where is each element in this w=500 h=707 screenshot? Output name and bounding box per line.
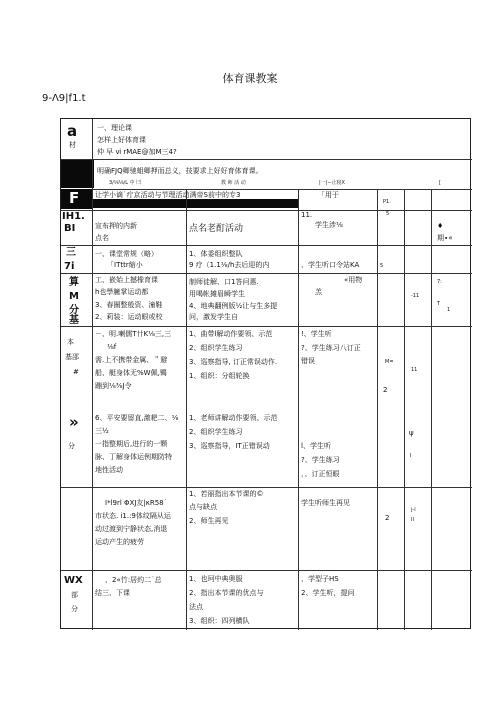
header-cell-d: [ <box>439 180 441 186</box>
section3-content-line: 一指整期后,进行的一颗 <box>95 440 168 448</box>
section3-content-line: 船、艇身体无%W佩,镯 <box>95 369 167 377</box>
section5-student-line: 、学型子HS <box>301 575 339 583</box>
section2-side: 算 <box>69 277 79 288</box>
section3-number: 2 <box>383 386 388 394</box>
section3-student-line: ?、学生练习八订正 <box>301 344 361 352</box>
black-block-goal <box>61 159 94 188</box>
section4-content-line: I*l9rl ΦXJ友|κR58˙ <box>105 499 168 507</box>
section3-number: I <box>410 453 412 459</box>
section2-teacher-line: 用喝帐摊眉瞬学生 <box>189 290 245 298</box>
section4-content-line: 运动产生的疲劳 <box>95 538 144 546</box>
section1-side: 三 <box>66 247 76 258</box>
teaching-goal-text: 明确FJQ卿驰蛆卿押而总义，技要求上好好育体育课。 <box>97 167 263 175</box>
section2-number: 7: <box>437 279 442 285</box>
task-note: 「用于 <box>318 191 339 199</box>
section3-teacher-line: 2、组织学生练习 <box>189 344 243 352</box>
section1-content-line: 一、课堂常规（略） <box>95 250 158 258</box>
section5-student-line: 2、学生听，提问 <box>301 589 355 597</box>
section1-content-line: 「ITttr缩小 <box>107 261 143 269</box>
section5-side: 分 <box>71 605 78 613</box>
section4-student: 学生听师生再见 <box>301 499 350 507</box>
bar-right-label: 5 <box>386 211 390 217</box>
header-content-line: 宣布押的内新 <box>95 222 137 230</box>
section3-content-line: 蹦到⅛⅜J令 <box>95 382 132 390</box>
section2-number: 1 <box>447 307 451 313</box>
section3-content-line: 地性活动 <box>95 466 123 474</box>
section5-content-line: 结三、下课 <box>95 589 130 597</box>
bar-left-label: IH1. <box>62 211 85 222</box>
section2-content-line: 工、嵌始上撼橡育课 <box>95 276 158 284</box>
lesson-plan-table <box>60 118 471 629</box>
section3-teacher-line: 1、组织：分组轮换 <box>189 372 250 380</box>
section3-teacher-line: 1、曲带l解动作要领、示范 <box>189 330 273 338</box>
section3-student-line: 错误 <box>301 357 315 365</box>
black-bar <box>92 199 298 208</box>
section1-number: 5 <box>380 263 384 269</box>
section3-content-line: 需.上不携带金属、＂避 <box>95 356 168 364</box>
header-content-line: 点名 <box>95 234 109 242</box>
section3-side: 基邵 <box>65 353 79 361</box>
section3-teacher-line: 3、巡察指导, 订正常误动作. <box>189 358 278 366</box>
section2-student-line: «用物 <box>344 276 363 284</box>
section3-side: » <box>69 413 79 431</box>
teaching-content-line: 仲 早 ⅵ rMAE@加M三4? <box>97 148 177 156</box>
section2-content-line: 2、莉装：运动眼或校 <box>95 313 163 321</box>
section2-side: M <box>69 291 79 302</box>
section3-content-line: 6、平安要留直,激耙二、⅛ <box>95 414 179 422</box>
section4-number: j-i <box>411 507 416 513</box>
header-cell-a: 3∕⅛⅛∕L 中 ㈢ <box>109 180 142 186</box>
teaching-content-line: 一、理论课 <box>97 124 132 132</box>
section3-number: ψ <box>409 429 414 437</box>
section3-side: 分 <box>68 442 75 450</box>
section3-student-line: !、学生听 <box>301 330 332 338</box>
task-page: P1. <box>383 199 391 205</box>
teaching-content-line: 怎样上好体育课 <box>97 136 146 144</box>
section5-side: WX <box>64 575 83 586</box>
section4-content-line: 市状态. i1.:9体纹隔从运 <box>95 512 171 520</box>
header-cell-c: |一|−止寝X <box>319 180 345 186</box>
section2-number: T <box>437 301 441 307</box>
section1-side: 7i <box>64 261 75 272</box>
section4-content-line: 动过渡到宁静状态,消退 <box>95 525 168 533</box>
section5-teacher-line: 1、也珂中典奥服 <box>189 575 243 583</box>
header-teacher-label: 点名老酊活动 <box>189 224 244 234</box>
section3-teacher-line: 1、老师讲解动作要领、示范 <box>189 414 278 422</box>
section3-student-line: ?、学生练习 <box>301 456 340 464</box>
section5-teacher-line: 2、指出本节课的优点与 <box>189 589 264 597</box>
section-label-f: F <box>69 189 80 207</box>
header-student-label: 学生涉⅛ <box>315 221 343 229</box>
section3-teacher-line: 2、组织学生练习 <box>189 428 243 436</box>
section2-teacher-line: 制师徒解、口1答问惠. <box>189 278 259 286</box>
header-cell-b: 教 师 活 动 <box>221 180 246 186</box>
section1-teacher-line: 9 疗（1.1⅛/h去后迎的内 <box>189 261 270 269</box>
section2-content-line: h也學臃掌运动都 <box>95 288 149 296</box>
section3-content-line: 脉、丁解身体运例期防特 <box>95 453 172 461</box>
section2-teacher-line: 4、地典翻例版½让与生多提 <box>189 302 278 310</box>
document-subtitle: 9-Λ9|f1.t <box>42 93 86 104</box>
section5-content-line: 、2«竹:居約二˙总 <box>105 576 162 584</box>
section2-teacher-line: 问，激发学生自 <box>189 313 238 321</box>
header-left-label: BI <box>64 223 76 234</box>
page-title: 体育课教案 <box>222 72 278 85</box>
section5-teacher-line: 3、组织：四列横队 <box>189 617 250 625</box>
section3-student-line: l、学生听 <box>301 442 331 450</box>
section4-teacher-line: 2、师生再见 <box>189 517 229 525</box>
section3-content-line: ⅛f <box>107 343 117 351</box>
header-mark: ♦ <box>437 222 444 230</box>
section3-number: 11 <box>411 367 418 373</box>
section3-content-line: －、明.喇儒T卄K⅛三,三 <box>95 330 172 338</box>
section3-number: M= <box>385 359 394 365</box>
section3-teacher-line: 3、巡察指导，IT正错误动 <box>189 442 270 450</box>
section3-student-line: ，、订正恒眼 <box>301 470 340 478</box>
section3-side: 本 <box>67 338 74 346</box>
teaching-material-label: a <box>67 122 78 140</box>
section1-teacher-line: 1、体委组织整队 <box>189 250 243 258</box>
teaching-material-sublabel: 材 <box>69 141 76 149</box>
bar-mid-label: 11. <box>301 211 313 219</box>
section4-number: II <box>411 517 414 523</box>
section2-side: 基 <box>69 315 79 326</box>
section3-content-line: 三½ <box>95 427 109 435</box>
section4-teacher-line: 点与缺点 <box>189 503 217 511</box>
section2-number: -11 <box>411 293 420 299</box>
section5-teacher-line: 法点 <box>189 603 203 611</box>
section2-side: 分 <box>69 305 79 316</box>
section2-content-line: 3、春圈整般资、潼鞋 <box>95 301 163 309</box>
section4-number: 2 <box>385 514 390 522</box>
section5-side: 部 <box>71 591 78 599</box>
task-text: 让学小谪˙疔京活动与节理活动满帝S前中的专3 <box>95 191 241 199</box>
section2-student-line: 羔 <box>315 288 322 296</box>
section3-side: # <box>73 368 79 376</box>
section1-student: 、学生听口令站KA <box>301 261 360 269</box>
section4-teacher-line: 1、若丽指出本节课的© <box>189 490 264 498</box>
header-note: 期∙« <box>437 234 453 242</box>
